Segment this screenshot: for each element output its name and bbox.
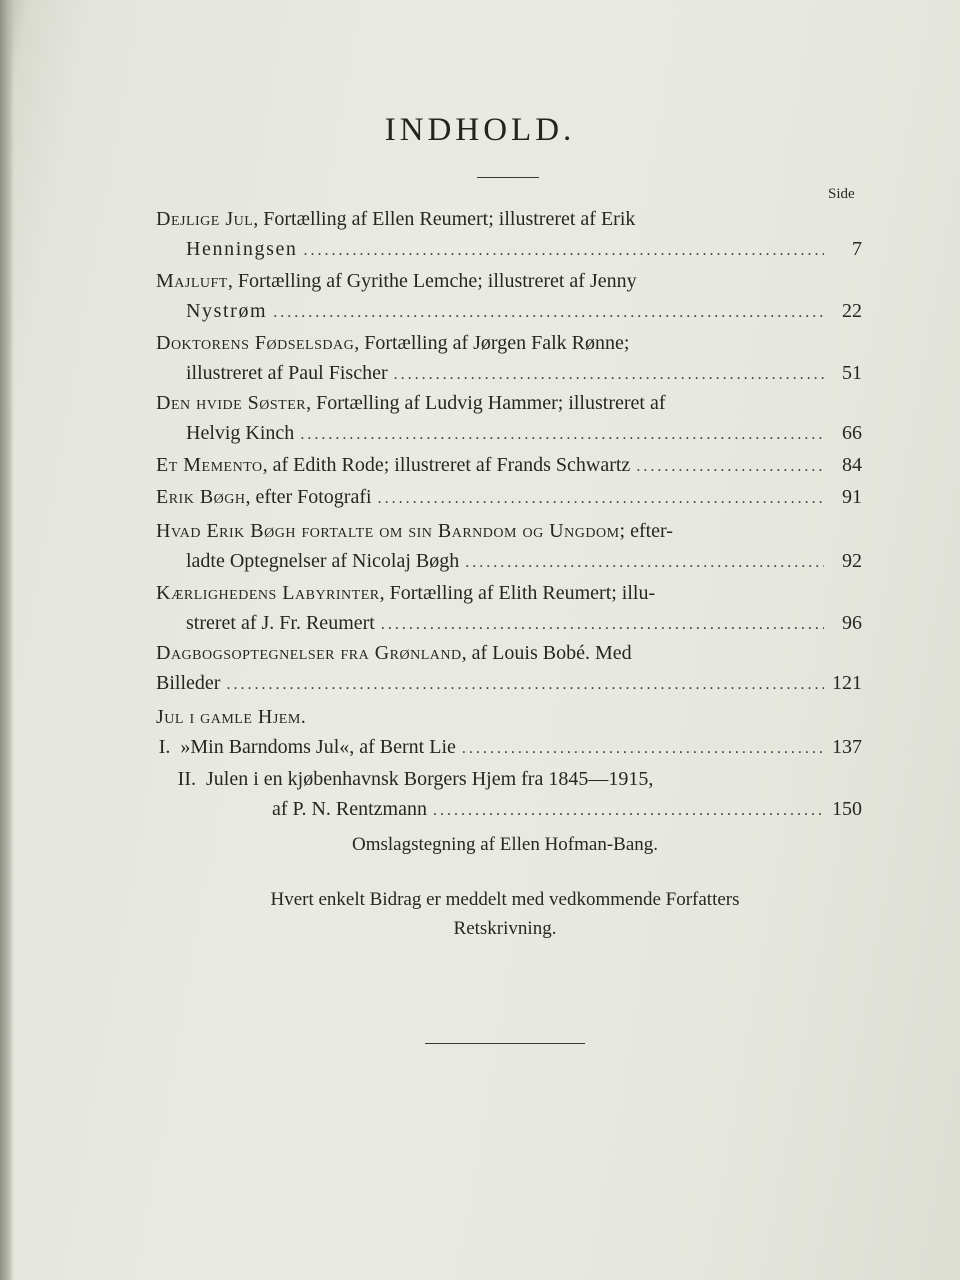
item-text: »Min Barndoms Jul«, af Bernt Lie	[180, 736, 456, 758]
toc-entry	[156, 328, 862, 390]
toc-entry	[156, 450, 862, 482]
toc-section	[156, 702, 862, 826]
entry-title: Dejlige Jul	[156, 208, 254, 230]
toc-entry	[156, 388, 862, 450]
end-divider	[425, 1043, 585, 1044]
entry-text-continued: Billeder	[156, 672, 221, 694]
page-number: 84	[842, 454, 862, 476]
dot-leader	[636, 452, 824, 482]
entry-title: Kærlighedens Labyrinter	[156, 582, 380, 604]
item-text-continued: af P. N. Rentzmann	[272, 798, 427, 820]
dot-leader	[378, 484, 824, 514]
spelling-note-line: Hvert enkelt Bidrag er meddelt med vedkommende Forfatters	[270, 889, 740, 910]
page-number: 137	[832, 736, 862, 758]
item-numeral: I.	[158, 736, 171, 758]
page-number: 96	[842, 612, 862, 634]
entry-text-continued: ladte Optegnelser af Nicolaj Bøgh	[186, 550, 460, 572]
dot-leader	[433, 796, 824, 826]
entry-text: , Fortælling af Gyrithe Lemche; illustreret af Jenny	[227, 270, 637, 292]
entry-text-continued: Nystrøm	[186, 300, 268, 322]
item-numeral: II.	[177, 768, 196, 790]
entry-text: , Fortælling af Ludvig Hammer; illustreret af	[306, 392, 666, 414]
toc-entry	[156, 204, 862, 266]
toc-entry	[156, 266, 862, 328]
entry-title: Den hvide Søster	[156, 392, 307, 414]
entry-text: , Fortælling af Jørgen Falk Rønne;	[354, 332, 630, 354]
page-number: 92	[842, 550, 862, 572]
page-number: 91	[842, 486, 862, 508]
entry-text: , Fortælling af Elith Reumert; illu-	[379, 582, 656, 604]
page-number: 121	[832, 672, 862, 694]
page-number: 51	[842, 362, 862, 384]
item-text: Julen i en kjøbenhavnsk Borgers Hjem fra 1845—1915,	[206, 768, 654, 790]
toc-entry	[156, 638, 862, 700]
entry-title: Majluft	[156, 270, 228, 292]
dot-leader	[394, 360, 824, 390]
entry-text-continued: Henningsen	[186, 238, 298, 260]
dot-leader	[462, 734, 824, 764]
section-item	[156, 764, 862, 794]
entry-title: Et Memento	[156, 454, 263, 476]
entry-title: Erik Bøgh	[156, 486, 246, 508]
toc-entry	[156, 482, 862, 514]
toc-entry	[156, 516, 862, 578]
section-title: Jul i gamle Hjem.	[156, 706, 307, 728]
page-number: 150	[832, 798, 862, 820]
entry-title: Dagbogsoptegnelser fra Grønland	[156, 642, 462, 664]
title-divider	[477, 177, 539, 178]
spelling-note	[0, 885, 960, 943]
entry-text: , af Louis Bobé. Med	[461, 642, 632, 664]
dot-leader	[304, 236, 824, 266]
entry-text-continued: Helvig Kinch	[186, 422, 295, 444]
entry-text: ; efter-	[619, 520, 673, 542]
page-number: 7	[852, 238, 862, 260]
dot-leader	[300, 420, 824, 450]
spelling-note-line: Retskrivning.	[453, 918, 557, 939]
dot-leader	[226, 670, 824, 700]
entry-text: , efter Fotografi	[245, 486, 372, 508]
entry-text-continued: streret af J. Fr. Reumert	[186, 612, 375, 634]
entry-text: , Fortælling af Ellen Reumert; illustreret af Erik	[253, 208, 636, 230]
entry-text: , af Edith Rode; illustreret af Frands Schwartz	[262, 454, 631, 476]
entry-title: Hvad Erik Bøgh fortalte om sin Barndom og Ungdom	[156, 520, 620, 542]
page-edge	[0, 0, 14, 1280]
entry-title: Doktorens Fødselsdag	[156, 332, 355, 354]
toc-entry	[156, 578, 862, 640]
entry-text-continued: illustreret af Paul Fischer	[186, 362, 388, 384]
dot-leader	[273, 298, 824, 328]
dot-leader	[381, 610, 824, 640]
page-number: 22	[842, 300, 862, 322]
page-number: 66	[842, 422, 862, 444]
side-column-label: Side	[828, 186, 855, 202]
dot-leader	[465, 548, 824, 578]
page-title: INDHOLD.	[384, 112, 576, 148]
section-item	[156, 732, 862, 764]
cover-credit: Omslagstegning af Ellen Hofman-Bang.	[351, 834, 659, 855]
